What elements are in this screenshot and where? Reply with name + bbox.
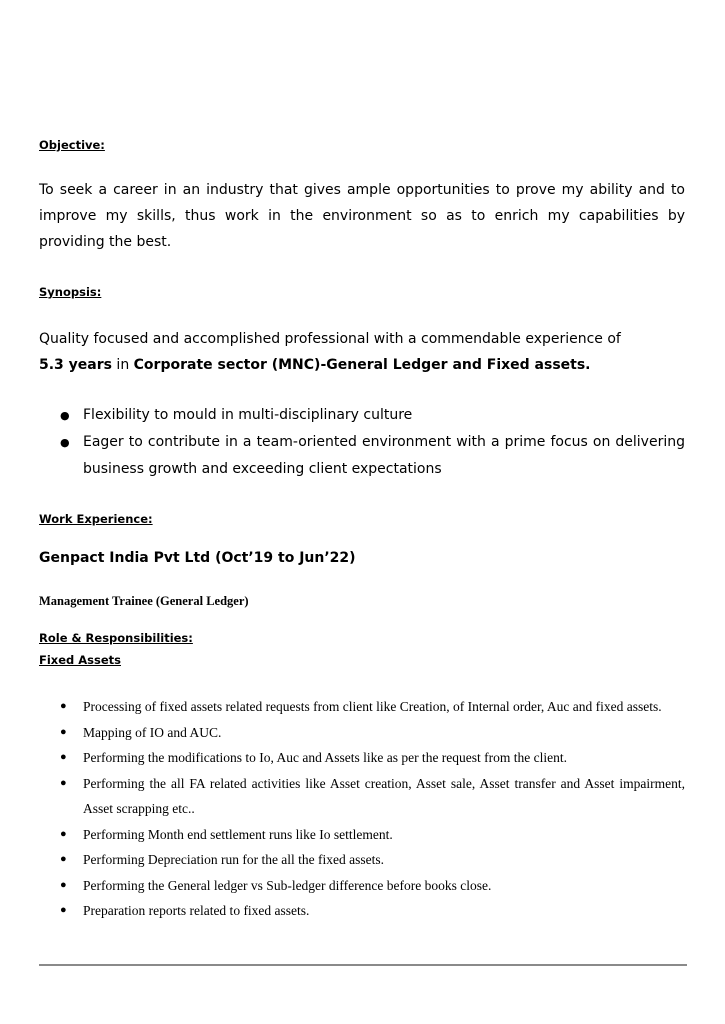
list-item: ● Performing the General ledger vs Sub-ledger difference before books close. [39, 873, 685, 899]
experience-sector: Corporate sector (MNC)-General Ledger and Fixed assets. [133, 357, 591, 373]
bullet-icon: ● [60, 853, 67, 865]
list-item: ● Performing Month end settlement runs like Io settlement. [39, 822, 685, 848]
bullet-icon: ● [60, 725, 67, 738]
synopsis-bullets [39, 402, 685, 483]
bullet-icon: ● [60, 409, 70, 422]
roles-heading: Role & Responsibilities: [39, 631, 193, 645]
in-word: in [111, 357, 134, 373]
list-item: ● Performing the all FA related activities like Asset creation, Asset sale, Asset transfer and Asset impairment, Asset scrapping etc.. [39, 771, 685, 822]
synopsis-summary [39, 326, 685, 378]
responsibilities-list [39, 694, 685, 924]
bullet-icon: ● [60, 700, 67, 712]
objective-text: To seek a career in an industry that gives ample opportunities to prove my ability and to improve my skills, thus work in the environment so as to enrich my capabilities by providing the best. [39, 182, 685, 250]
company-name: Genpact India Pvt Ltd (Oct’19 to Jun’22) [39, 550, 356, 566]
bullet-icon: ● [60, 751, 67, 763]
synopsis-line2 [39, 352, 685, 378]
footer-divider [39, 964, 687, 966]
list-item: ● Performing the modifications to Io, Auc and Assets like as per the request from the client. [39, 745, 685, 771]
list-item: ● Flexibility to mould in multi-disciplinary culture [39, 402, 685, 429]
designation: Management Trainee (General Ledger) [39, 594, 249, 608]
objective-heading: Objective: [39, 138, 105, 152]
list-item: ● Processing of fixed assets related requests from client like Creation, of Internal order, Auc and fixed assets. [39, 694, 685, 720]
list-item: ● Eager to contribute in a team-oriented environment with a prime focus on delivering business growth and exceeding client expectations [39, 429, 685, 483]
bullet-icon: ● [60, 776, 67, 789]
synopsis-line1: Quality focused and accomplished professional with a commendable experience of [39, 331, 621, 347]
fixed-assets-heading: Fixed Assets [39, 653, 121, 667]
bullet-icon: ● [60, 878, 67, 891]
list-item: ● Preparation reports related to fixed assets. [39, 898, 685, 924]
list-item: ● Performing Depreciation run for the all the fixed assets. [39, 847, 685, 873]
experience-years: 5.3 years [39, 357, 112, 373]
synopsis-heading: Synopsis: [39, 285, 102, 299]
work-experience-heading: Work Experience: [39, 512, 153, 526]
bullet-icon: ● [60, 904, 67, 916]
bullet-icon: ● [60, 827, 67, 840]
list-item: ● Mapping of IO and AUC. [39, 720, 685, 746]
bullet-icon: ● [60, 436, 70, 449]
